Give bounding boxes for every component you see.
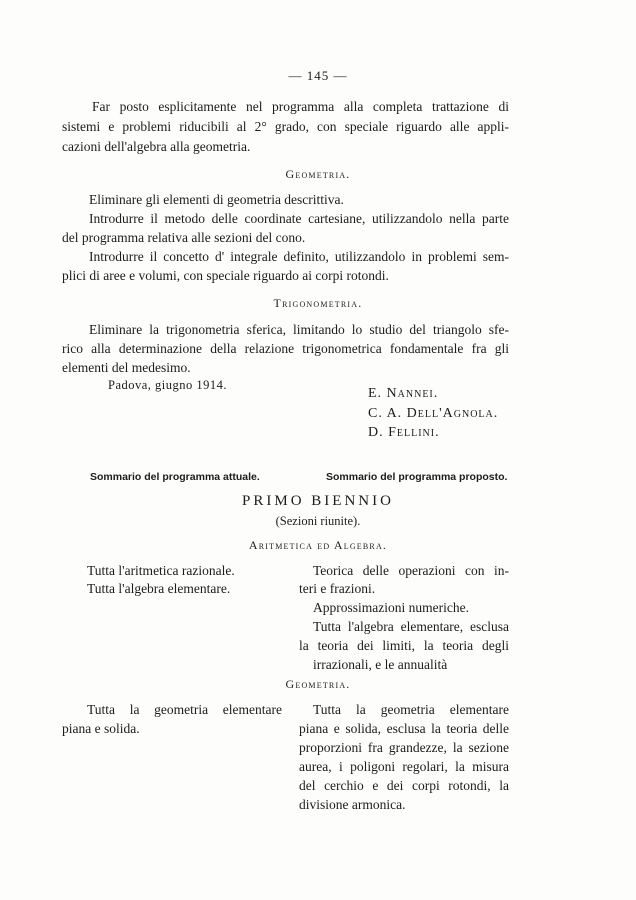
aritmetica-right-line-5: la teoria dei limiti, la teoria degli [299, 638, 509, 653]
aritmetica-right-line-3: Approssimazioni numeriche. [313, 600, 469, 615]
signature-3: D. Fellini. [368, 425, 440, 440]
intro-line-2: sistemi e problemi riducibili al 2° grado, con speciale riguardo alle appli- [62, 119, 509, 134]
aritmetica-right-line-2: teri e frazioni. [299, 581, 376, 596]
geometria-right-line-5: del cerchio e dei corpi rotondi, la [299, 778, 509, 793]
signature-2: C. A. Dell'Agnola. [368, 406, 499, 421]
geometria-para-3-line-1: Introdurre il concetto d' integrale definito, utilizzandolo in problemi sem- [89, 249, 509, 264]
geometria-left-line-1: Tutta la geometria elementare [87, 702, 282, 717]
right-column-heading: Sommario del programma proposto. [326, 471, 508, 483]
intro-line-1: Far posto esplicitamente nel programma alla completa trattazione di [92, 99, 509, 114]
trigonometria-line-2: rico alla determinazione della relazione trigonometrica fondamentale fra gli [62, 341, 509, 356]
aritmetica-right-line-6: irrazionali, e le annualità [313, 657, 448, 672]
aritmetica-right-line-1: Teorica delle operazioni con in- [313, 563, 509, 578]
geometria-right-line-4: aurea, i poligoni regolari, la misura [299, 759, 509, 774]
page-number: — 145 — [288, 68, 348, 83]
trigonometria-heading: Trigonometria. [273, 296, 363, 310]
geometria-right-line-1: Tutta la geometria elementare [313, 702, 509, 717]
aritmetica-left-line-1: Tutta l'aritmetica razionale. [87, 563, 235, 578]
geometria-para-2-line-1: Introdurre il metodo delle coordinate cartesiane, utilizzandolo nella parte [89, 211, 509, 226]
geometria-para-2-line-2: del programma relativa alle sezioni del cono. [62, 230, 306, 245]
geometria-para-1: Eliminare gli elementi di geometria descrittiva. [89, 192, 344, 207]
aritmetica-left-line-2: Tutta l'algebra elementare. [87, 581, 231, 596]
trigonometria-line-1: Eliminare la trigonometria sferica, limitando lo studio del triangolo sfe- [89, 322, 509, 337]
geometria-para-3-line-2: plici di aree e volumi, con speciale riguardo ai corpi rotondi. [62, 268, 389, 283]
place-date: Padova, giugno 1914. [108, 378, 228, 392]
aritmetica-right-line-4: Tutta l'algebra elementare, esclusa [313, 619, 509, 634]
section-geometria-heading: Geometria. [285, 677, 351, 691]
geometria-left-line-2: piana e solida. [62, 721, 140, 736]
intro-line-3: cazioni dell'algebra alla geometria. [62, 139, 251, 154]
signature-1: E. Nannei. [368, 386, 439, 401]
geometria-right-line-6: divisione armonica. [299, 797, 406, 812]
aritmetica-heading: Aritmetica ed Algebra. [248, 538, 388, 552]
section-title: PRIMO BIENNIO [242, 493, 394, 509]
geometria-right-line-2: piana e solida, esclusa la teoria delle [299, 721, 509, 736]
section-subtitle: (Sezioni riunite). [275, 514, 361, 528]
geometria-heading: Geometria. [285, 167, 351, 181]
trigonometria-line-3: elementi del medesimo. [62, 360, 191, 375]
left-column-heading: Sommario del programma attuale. [90, 471, 260, 483]
geometria-right-line-3: proporzioni fra grandezze, la sezione [299, 740, 509, 755]
